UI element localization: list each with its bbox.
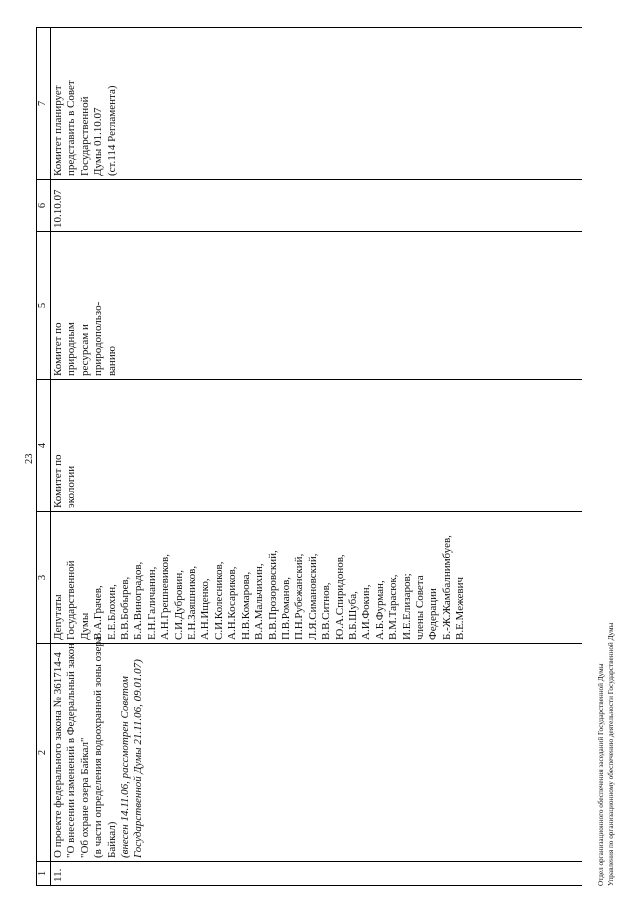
table-row [51,28,583,886]
author-line: Думы [78,612,91,640]
plan-cell [51,28,583,180]
co-committee-cell [51,232,583,380]
header-cell: 6 [37,180,51,232]
header-cell: 1 [37,862,51,886]
bill-title-line: "Об охране озера Байкал" [78,737,91,858]
page-number: 23 [24,453,35,464]
bill-note-line: (внесен 14.11.06, рассмотрен Советом [119,676,132,858]
plan-line: Государственной [78,96,91,176]
date-cell: 10.10.07 [51,180,583,232]
author-line: А.Н.Ищенко, [199,578,212,640]
author-line: В.Е.Межевич [454,576,467,640]
author-line: Государственной [65,560,78,640]
authors-cell [51,512,583,644]
author-line: Депутаты [52,594,64,640]
bill-title-cell [51,636,583,862]
author-line: Федерации [427,588,440,640]
plan-line: Комитет планирует [52,85,64,176]
author-line: С.И.Колесников, [212,561,225,640]
author-line: П.Н.Рубежанский, [293,553,306,640]
header-cell: 3 [37,512,51,644]
author-line: В.А.Мальчихин, [253,563,266,640]
author-line: В.М.Тарасюк, [387,574,400,640]
bill-title-line: (в части определения водоохранной зоны озера [92,636,105,858]
plan-line: представить в Совет [65,80,78,176]
bill-note-line: Государственной Думы 21.11.06, 09.01.07) [132,659,145,858]
author-line: Б.-Ж.Жамбалнимбуев, [440,535,453,640]
bills-table [36,27,582,886]
header-cell: 4 [37,380,51,512]
author-line: Е.Е.Блохин, [105,584,118,640]
author-line: Е.Н.Галичанин, [145,566,158,640]
author-line: члены Совета [413,575,426,640]
author-line: А.И.Фокин, [360,584,373,640]
table-header-row [37,28,51,886]
author-line: В.Б.Шуба, [346,591,359,640]
co-committee-line: природопользо- [92,301,105,376]
header-cell: 7 [37,28,51,180]
author-line: Е.Н.Заяшников, [186,565,199,640]
author-line: Б.А.Виноградов, [132,561,145,640]
author-line: В.В.Бобырев, [119,576,132,640]
header-cell: 5 [37,232,51,380]
author-line: А.Н.Грешневиков, [159,554,172,640]
plan-line: Думы 01.10.07 [92,107,105,176]
co-committee-line: природным [65,322,78,376]
bill-title-line: О проекте федерального закона № 361714-4 [52,652,64,858]
author-line: П.В.Романов, [279,576,292,640]
author-line: С.И.Дубровин, [172,570,185,640]
bill-title-line: "О внесении изменений в Федеральный закон [65,643,78,858]
author-line: В.А.Грачев, [92,585,105,640]
committee-cell [51,380,583,512]
author-line: Н.В.Комарова, [239,571,252,640]
footer-line: Отдел организационного обеспечения заседаний Государственной Думы [597,663,605,886]
author-line: И.Е.Елизаров; [400,573,413,640]
author-line: Л.Я.Симановский, [306,553,319,640]
header-cell: 2 [37,644,51,862]
co-committee-line: ресурсам и [78,324,91,376]
author-line: В.В.Прозоровский, [266,550,279,640]
footer-line: Управления по организационному обеспечению деятельности Государственной Думы [607,622,615,886]
committee-line: экологии [65,465,78,508]
co-committee-line: Комитет по [52,322,64,376]
committee-line: Комитет по [52,454,64,508]
plan-line: (ст.114 Регламента) [105,85,118,176]
author-line: В.В.Ситнов, [320,582,333,640]
footer-note [596,623,616,886]
row-number: 11. [51,862,583,886]
author-line: Ю.А.Спиридонов, [333,554,346,640]
bill-title-line: Байкал) [105,821,118,858]
author-line: А.Н.Косариков, [226,566,239,640]
co-committee-line: ванию [105,346,118,376]
author-line: А.Б.Фурман, [373,580,386,640]
